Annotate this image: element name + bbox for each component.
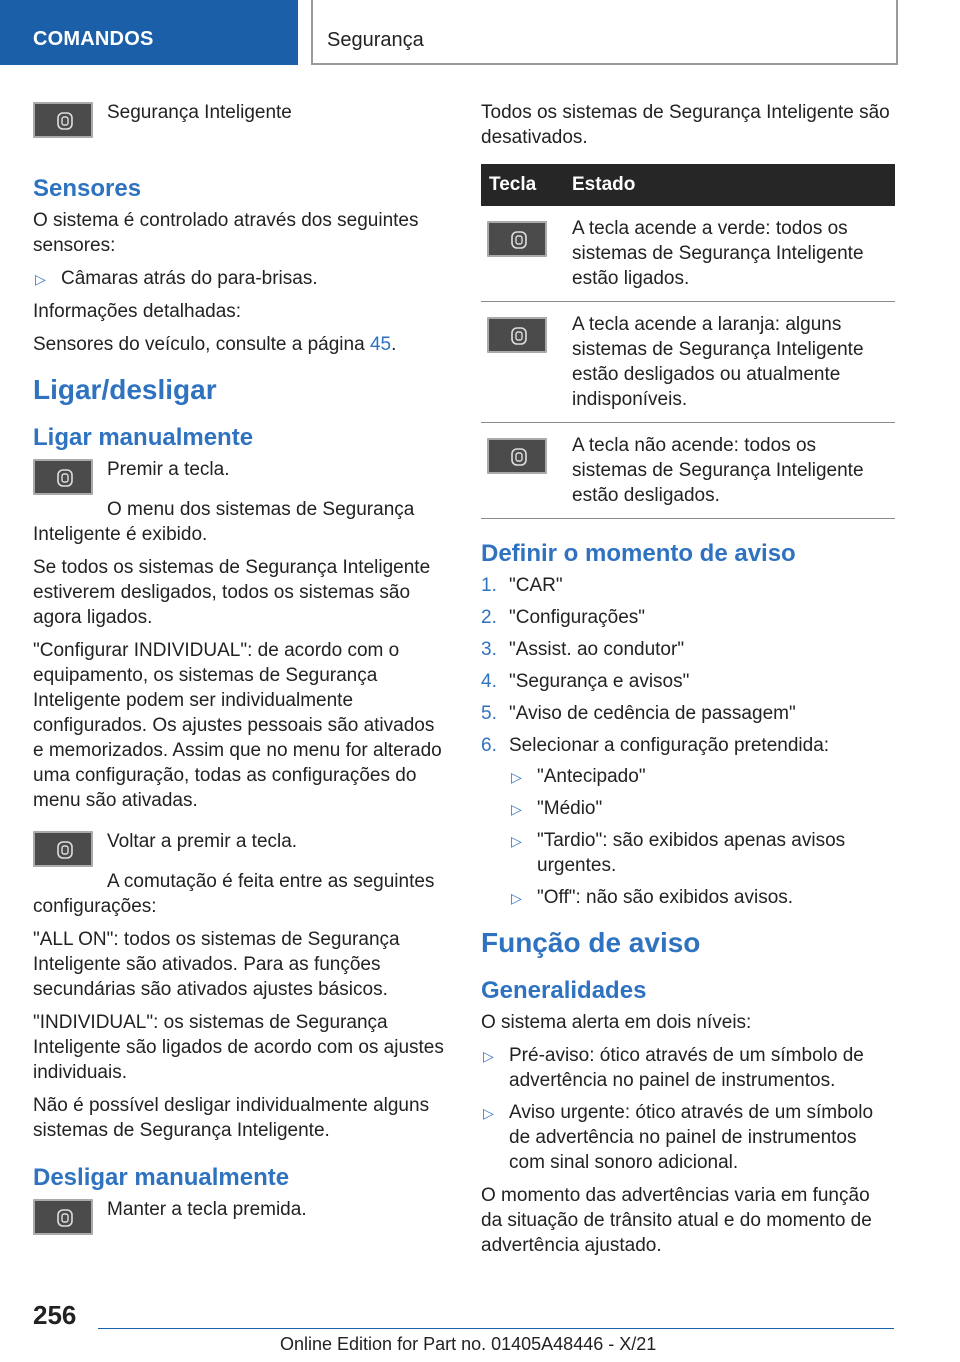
state-cell: A tecla acende a verde: todos os sistemas de Segurança Inteligente estão ligados. (564, 206, 895, 302)
info-text: Sensores do veículo, consulte a página 45. (33, 334, 397, 355)
list-item: ▷ Aviso urgente: ótico através de um símbolo de advertência no painel de instrumentos com sinal sonoro adicional. (483, 1102, 874, 1173)
list-item: 3. "Assist. ao condutor" (481, 639, 685, 660)
list-item: ▷ "Tardio": são exibidos apenas avisos urgentes. (511, 830, 846, 876)
safety-button-icon (33, 831, 93, 867)
comutacao-text: A comutação é feita entre as seguintes configurações: (33, 871, 435, 917)
options-list (509, 764, 895, 910)
safety-button-icon (487, 438, 547, 474)
triangle-bullet-icon: ▷ (511, 890, 522, 906)
list-item: 4. "Segurança e avisos" (481, 671, 690, 692)
footer-divider (98, 1328, 894, 1329)
safety-button-icon (487, 317, 547, 353)
ligar-desligar-heading: Ligar/desligar (33, 374, 217, 405)
momento-text: O momento das advertências varia em função da situação de trânsito atual e do momento de advertência ajustado. (481, 1185, 872, 1256)
edition-footer: Online Edition for Part no. 01405A48446 - X/21 (280, 1334, 657, 1354)
info-label: Informações detalhadas: (33, 301, 242, 322)
se-todos-text: Se todos os sistemas de Segurança Inteligente estiverem desligados, todos os sistemas são agora ligados. (33, 557, 431, 628)
key-label: Segurança Inteligente (107, 102, 292, 123)
todos-desativados-text: Todos os sistemas de Segurança Inteligente são desativados. (481, 102, 890, 148)
generalidades-heading: Generalidades (481, 977, 647, 1004)
page-link[interactable]: 45 (369, 334, 392, 355)
definir-heading: Definir o momento de aviso (481, 540, 796, 567)
table-row (481, 206, 895, 302)
state-cell: A tecla acende a laranja: alguns sistemas de Segurança Inteligente estão desligados ou atualmente indisponíveis. (564, 302, 895, 423)
list-item: 1. "CAR" (481, 575, 563, 596)
table-row (481, 423, 895, 519)
chapter-header (311, 0, 898, 65)
list-item: ▷ Pré-aviso: ótico através de um símbolo de advertência no painel de instrumentos. (483, 1045, 864, 1091)
steps-list (481, 573, 895, 910)
key-row-hold (33, 1197, 448, 1237)
list-item: ▷ "Médio" (509, 796, 895, 821)
list-item: ▷ Câmaras atrás do para-brisas. (33, 266, 448, 291)
col-key-header: Tecla (481, 164, 564, 206)
triangle-bullet-icon: ▷ (483, 1048, 494, 1064)
key-state-table (481, 164, 895, 519)
state-cell: A tecla não acende: todos os sistemas de Segurança Inteligente estão desligados. (564, 423, 895, 519)
levels-list (481, 1043, 895, 1175)
section-tab-label: COMANDOS (33, 28, 154, 50)
right-column (481, 100, 895, 1266)
triangle-bullet-icon: ▷ (35, 271, 46, 287)
safety-button-icon (33, 459, 93, 495)
col-state-header: Estado (564, 164, 895, 206)
voltar-text: Voltar a premir a tecla. (107, 831, 298, 852)
individual-text: "INDIVIDUAL": os sistemas de Segurança Inteligente são ligados de acordo com os ajustes individuais. (33, 1012, 444, 1083)
table-header-row (481, 164, 895, 206)
key-row-press (33, 457, 448, 497)
sensores-intro: O sistema é controlado através dos seguintes sensores: (33, 210, 419, 256)
table-row (481, 302, 895, 423)
triangle-bullet-icon: ▷ (511, 801, 522, 817)
menu-text: O menu dos sistemas de Segurança Inteligente é exibido. (33, 499, 415, 545)
list-item: ▷ "Antecipado" (509, 764, 895, 789)
safety-button-icon (33, 102, 93, 138)
triangle-bullet-icon: ▷ (511, 833, 522, 849)
left-column (33, 100, 448, 1237)
all-on-text: "ALL ON": todos os sistemas de Segurança Inteligente são ativados. Para as funções secundárias são ativados ajustes básicos. (33, 929, 400, 1000)
chapter-title: Segurança (327, 29, 424, 51)
nao-possivel-text: Não é possível desligar individualmente alguns sistemas de Segurança Inteligente. (33, 1095, 430, 1141)
ligar-manual-heading: Ligar manualmente (33, 424, 254, 451)
alerta-intro: O sistema alerta em dois níveis: (481, 1012, 752, 1033)
desligar-manual-heading: Desligar manualmente (33, 1164, 290, 1191)
triangle-bullet-icon: ▷ (483, 1105, 494, 1121)
safety-button-icon (33, 1199, 93, 1235)
premir-text: Premir a tecla. (107, 459, 230, 480)
sensores-list (33, 266, 448, 291)
sensores-heading: Sensores (33, 175, 142, 202)
configurar-text: "Configurar INDIVIDUAL": de acordo com o equipamento, os sistemas de Segurança Inteligente podem ser individualmente configurados. Os ajustes pessoais são ativados e memorizados. Assim que no menu for alterado uma configuração, todas as configurações do menu são ativadas. (33, 640, 442, 811)
page-number: 256 (33, 1300, 77, 1330)
key-row-intelligent-safety (33, 100, 448, 164)
key-row-press-again (33, 829, 448, 869)
manter-text: Manter a tecla premida. (107, 1199, 307, 1220)
triangle-bullet-icon: ▷ (511, 769, 522, 785)
funcao-aviso-heading: Função de aviso (481, 927, 701, 958)
section-tab (0, 0, 298, 65)
list-item: 2. "Configurações" (481, 607, 646, 628)
list-item: 5. "Aviso de cedência de passagem" (481, 703, 796, 724)
list-item: 6. Selecionar a configuração pretendida: ▷ "Antecipado" ▷ "Médio" ▷ "Tardio": são exibidos apenas avisos urgentes. ▷ "Off": não são exibidos avisos. (481, 733, 895, 910)
safety-button-icon (487, 221, 547, 257)
list-item: ▷ "Off": não são exibidos avisos. (509, 885, 895, 910)
